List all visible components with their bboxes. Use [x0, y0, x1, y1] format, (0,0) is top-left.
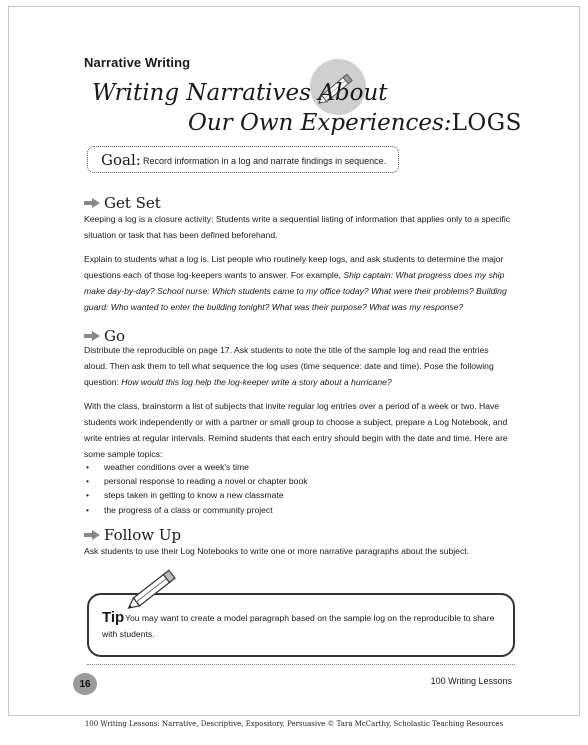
go-paragraph-2: With the class, brainstorm a list of subjects that invite regular log entries over a period of a week or two. Have students work independently or with a partner or small group to choose a subject, prepare a Log Notebook, and write entries at regular intervals. Remind students that each entry should begin with the date and time. Here are some sample topics:	[84, 401, 508, 459]
page-number: 16	[73, 673, 97, 695]
footer-divider	[87, 664, 515, 665]
list-item: • steps taken in getting to know a new classmate	[84, 488, 512, 502]
title-logs: LOGS	[451, 110, 522, 136]
list-item: • weather conditions over a week's time	[84, 460, 512, 474]
heading-label: Follow Up	[104, 526, 182, 544]
page-title-line2	[188, 110, 522, 136]
heading-follow-up	[84, 526, 181, 544]
arrow-right-icon	[84, 331, 100, 341]
title-main: Our Own Experiences:	[188, 110, 452, 136]
text-run: Distribute the reproducible on page 17. Ask students to note the title of the sample log and read the entries aloud. Then ask them to tell what sequence the log uses (time sequence: date and time). Pose the following question:	[84, 345, 494, 387]
list-item: • personal response to reading a novel or chapter book	[84, 474, 512, 488]
text-run: Explain to students what a log is. List people who routinely keep logs, and ask students to determine the major questions each of those log-keepers wants to answer. For example,	[84, 254, 504, 280]
goal-text: Record information in a log and narrate findings in sequence.	[143, 156, 387, 166]
tip-text: You may want to create a model paragraph based on the sample log on the reproducible to share with students.	[102, 613, 495, 639]
question-italic: How would this log help the log-keeper write a story about a hurricane?	[121, 377, 392, 387]
pencil-icon	[118, 564, 188, 614]
heading-label: Go	[104, 327, 126, 345]
tip-label: Tip	[102, 609, 125, 626]
page-title-line1: Writing Narratives About	[92, 80, 388, 106]
section-label: Narrative Writing	[84, 55, 191, 70]
book-title: 100 Writing Lessons	[430, 676, 512, 686]
get-set-paragraph-1: Keeping a log is a closure activity: Students write a sequential listing of information that applies only to a specific situation or task that has been defined beforehand.	[84, 214, 511, 240]
arrow-right-icon	[84, 198, 100, 208]
topic-list	[84, 460, 512, 517]
list-item: • the progress of a class or community project	[84, 503, 512, 517]
go-paragraph-1	[84, 342, 512, 390]
arrow-right-icon	[84, 530, 100, 540]
heading-get-set	[84, 194, 161, 212]
follow-up-paragraph: Ask students to use their Log Notebooks to write one or more narrative paragraphs about the subject.	[84, 546, 470, 556]
examples-italic: Ship captain: What progress does my ship make day-by-day? School nurse: Which students came to my office today? What were their problems? Building guard: Who wanted to enter the building tonight? What was their purpose? What was my response?	[84, 270, 507, 312]
get-set-paragraph-2	[84, 251, 512, 315]
credit-line: 100 Writing Lessons: Narrative, Descriptive, Expository, Persuasive © Tara McCarthy, Scholastic Teaching Resources	[84, 720, 504, 728]
heading-label: Get Set	[104, 194, 161, 212]
goal-label: Goal:	[101, 151, 141, 169]
